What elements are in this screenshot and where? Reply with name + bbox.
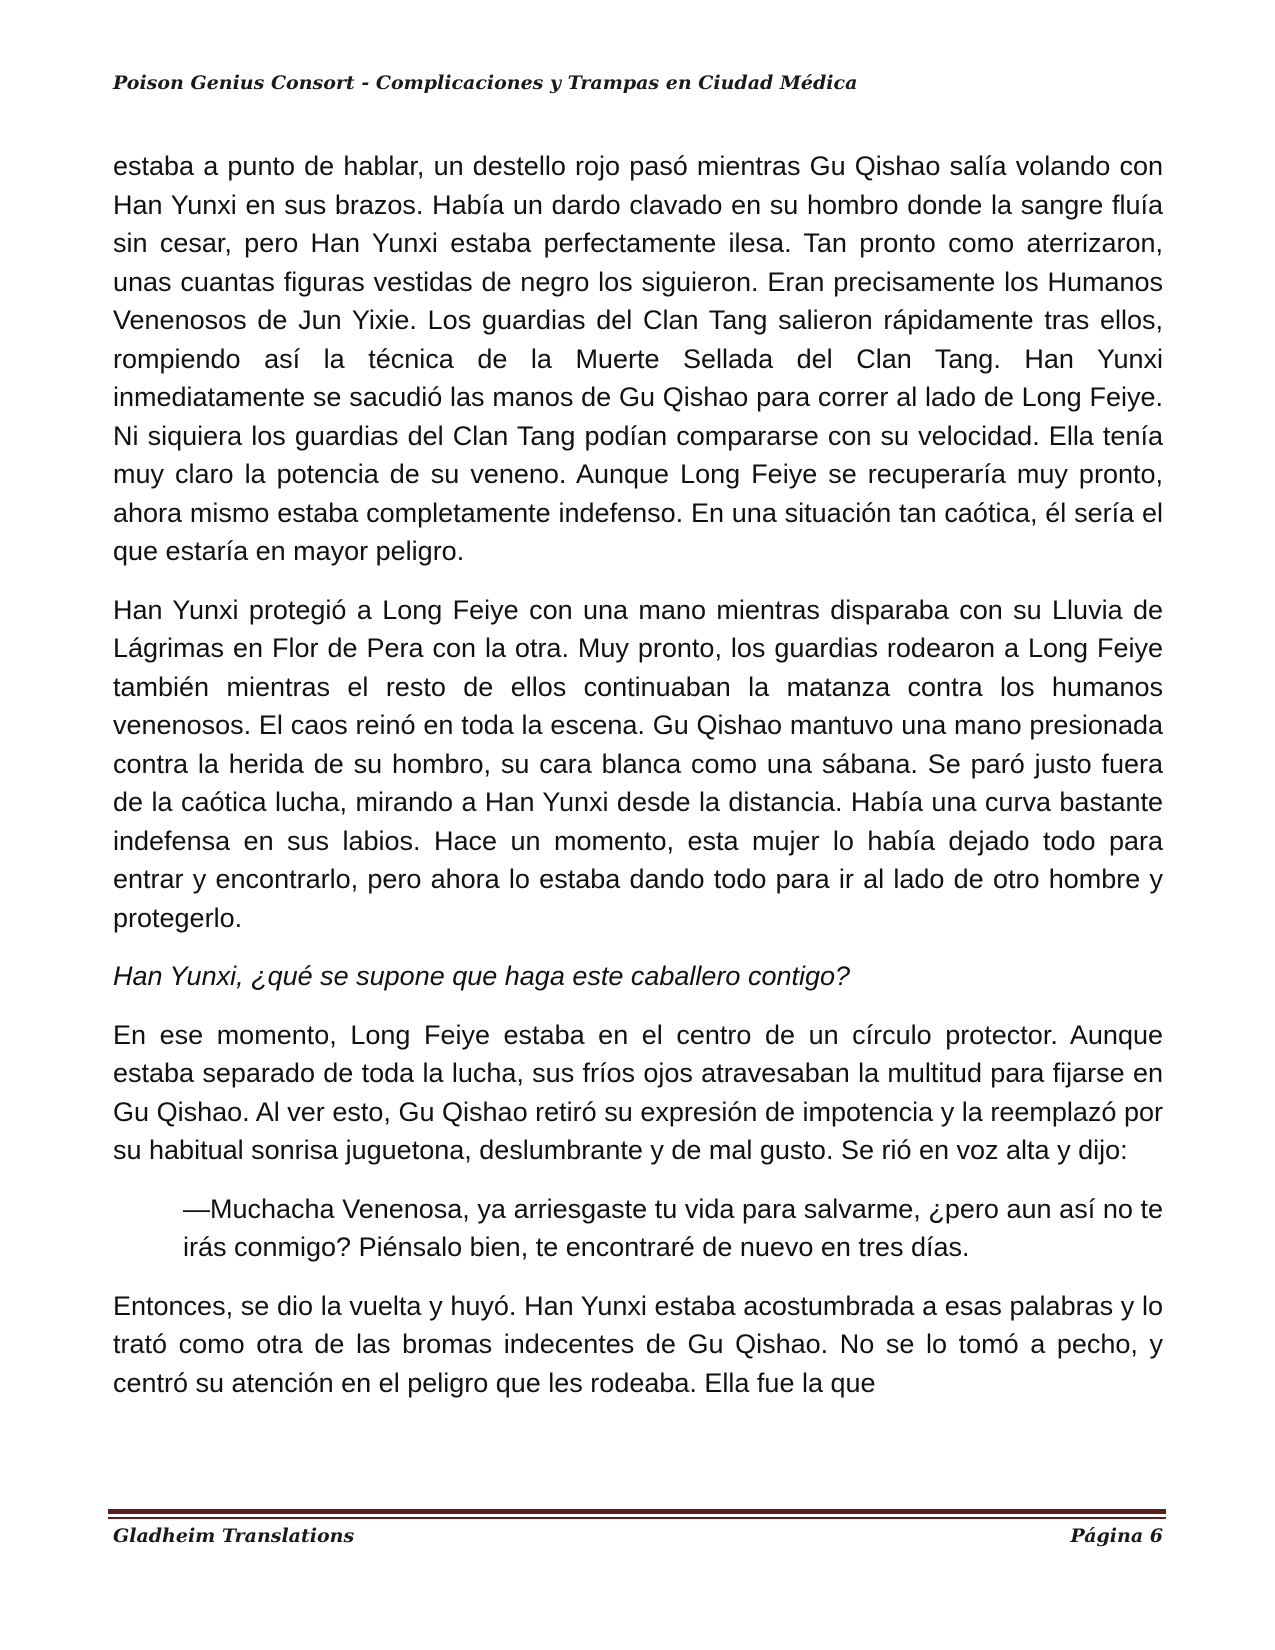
footer-rule-thick [108, 1509, 1166, 1514]
footer-page-number: Página 6 [1070, 1525, 1163, 1547]
footer-publisher: Gladheim Translations [113, 1525, 355, 1547]
paragraph-4: En ese momento, Long Feiye estaba en el centro de un círculo protector. Aunque estaba separado de toda la lucha, sus fríos ojos atravesaban la multitud para fijarse en Gu Qishao. Al ver esto, Gu Qishao retiró su expresión de impotencia y la reemplazó por su habitual sonrisa juguetona, deslumbrante y de mal gusto. Se rió en voz alta y dijo: [113, 1019, 1163, 1165]
paragraph-1: estaba a punto de hablar, un destello rojo pasó mientras Gu Qishao salía volando con Han Yunxi en sus brazos. Había un dardo clavado en su hombro donde la sangre fluía sin cesar, pero Han Yunxi estaba perfectamente ilesa. Tan pronto como aterrizaron, unas cuantas figuras vestidas de negro los siguieron. Eran precisamente los Humanos Venenosos de Jun Yixie. Los guardias del Clan Tang salieron rápidamente tras ellos, rompiendo así la técnica de la Muerte Sellada del Clan Tang. Han Yunxi inmediatamente se sacudió las manos de Gu Qishao para correr al lado de Long Feiye. Ni siquiera los guardias del Clan Tang podían compararse con su velocidad. Ella tenía muy claro la potencia de su veneno. Aunque Long Feiye se recuperaría muy pronto, ahora mismo estaba completamente indefenso. En una situación tan caótica, él sería el que estaría en mayor peligro. [113, 151, 1163, 566]
paragraph-6: Entonces, se dio la vuelta y huyó. Han Yunxi estaba acostumbrada a esas palabras y lo trató como otra de las bromas indecentes de Gu Qishao. No se lo tomó a pecho, y centró su atención en el peligro que les rodeaba. Ella fue la que [113, 1290, 1163, 1398]
paragraph-5-dialogue: —Muchacha Venenosa, ya arriesgaste tu vida para salvarme, ¿pero aun así no te irás conmigo? Piénsalo bien, te encontraré de nuevo en tres días. [183, 1193, 1163, 1262]
footer-rule-thin [108, 1517, 1166, 1519]
running-header-title: Poison Genius Consort - Complicaciones y Trampas en Ciudad Médica [113, 72, 858, 94]
body-text [113, 147, 1163, 1422]
paragraph-2: Han Yunxi protegió a Long Feiye con una mano mientras disparaba con su Lluvia de Lágrimas en Flor de Pera con la otra. Muy pronto, los guardias rodearon a Long Feiye también mientras el resto de ellos continuaban la matanza contra los humanos venenosos. El caos reinó en toda la escena. Gu Qishao mantuvo una mano presionada contra la herida de su hombro, su cara blanca como una sábana. Se paró justo fuera de la caótica lucha, mirando a Han Yunxi desde la distancia. Había una curva bastante indefensa en sus labios. Hace un momento, esta mujer lo había dejado todo para entrar y encontrarlo, pero ahora lo estaba dando todo para ir al lado de otro hombre y protegerlo. [113, 594, 1163, 933]
paragraph-3-italic-thought: Han Yunxi, ¿qué se supone que haga este caballero contigo? [113, 961, 851, 991]
